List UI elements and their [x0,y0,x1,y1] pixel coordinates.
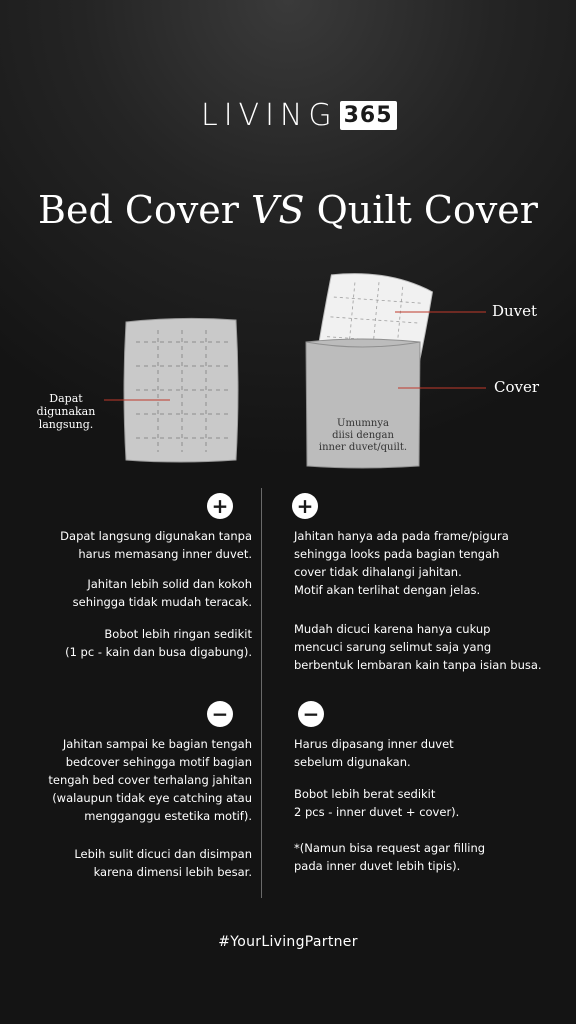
bedcover-label-line: Dapat [49,392,83,405]
text-line: Jahitan hanya ada pada frame/pigura [294,529,509,543]
quiltcover-con [294,735,554,771]
bedcover-pro [12,625,252,661]
hashtag: #YourLivingPartner [218,934,358,950]
minus-icon: − [207,701,233,727]
text-line: berbentuk lembaran kain tanpa isian busa. [294,658,542,672]
quiltcover-con [294,839,554,875]
text-line: Lebih sulit dicuci dan disimpan [74,847,252,861]
text-line: mencuci sarung selimut saja yang [294,640,492,654]
text-line: sebelum digunakan. [294,755,411,769]
text-line: Dapat langsung digunakan tanpa [60,529,252,543]
text-line: Bobot lebih ringan sedikit [104,627,252,641]
text-line: karena dimensi lebih besar. [93,865,252,879]
text-line: tengah bed cover terhalang jahitan [48,773,252,787]
bedcover-con [2,735,252,825]
cover-inner-line: diisi dengan [332,430,394,441]
title-part1: Bed Cover [38,188,252,232]
logo-word: LIVING [201,97,338,133]
bedcover-label-line: digunakan [36,405,96,418]
cover-inner-line: Umumnya [337,418,389,429]
text-line: 2 pcs - inner duvet + cover). [294,805,460,819]
quiltcover-con [294,785,554,821]
text-line: Jahitan lebih solid dan kokoh [87,577,252,591]
quiltcover-pro [294,620,570,674]
bedcover-label-line: langsung. [38,418,94,431]
text-line: (1 pc - kain dan busa digabung). [65,645,252,659]
bedcover-pro [12,575,252,611]
duvet-label: Duvet [492,302,538,320]
text-line: cover tidak dihalangi jahitan. [294,565,462,579]
title-vs: VS [251,188,305,232]
text-line: *(Namun bisa request agar filling [294,841,486,855]
text-line: Harus dipasang inner duvet [294,737,454,751]
bedcover-con [2,845,252,881]
text-line: (walaupun tidak eye catching atau [52,791,252,805]
text-line: harus memasang inner duvet. [78,547,252,561]
quiltcover-pro [294,527,564,599]
text-line: Motif akan terlihat dengan jelas. [294,583,481,597]
column-divider [261,488,262,898]
plus-icon: + [292,493,318,519]
text-line: mengganggu estetika motif). [84,809,252,823]
minus-icon: − [298,701,324,727]
bedcover-pro [12,527,252,563]
bedcover-label [34,392,98,431]
title-part2: Quilt Cover [304,188,538,232]
text-line: Jahitan sampai ke bagian tengah [62,737,252,751]
text-line: bedcover sehingga motif bagian [65,755,252,769]
text-line: sehingga tidak mudah teracak. [72,595,252,609]
cover-inner-label [308,418,418,454]
bedcover-sheet-graphic [124,318,238,462]
text-line: sehingga looks pada bagian tengah [294,547,500,561]
cover-label: Cover [494,378,540,396]
text-line: Bobot lebih berat sedikit [294,787,436,801]
logo-number-box: 365 [340,101,397,130]
cover-inner-line: inner duvet/quilt. [318,442,408,453]
text-line: pada inner duvet lebih tipis). [294,859,461,873]
text-line: Mudah dicuci karena hanya cukup [294,622,491,636]
plus-icon: + [207,493,233,519]
